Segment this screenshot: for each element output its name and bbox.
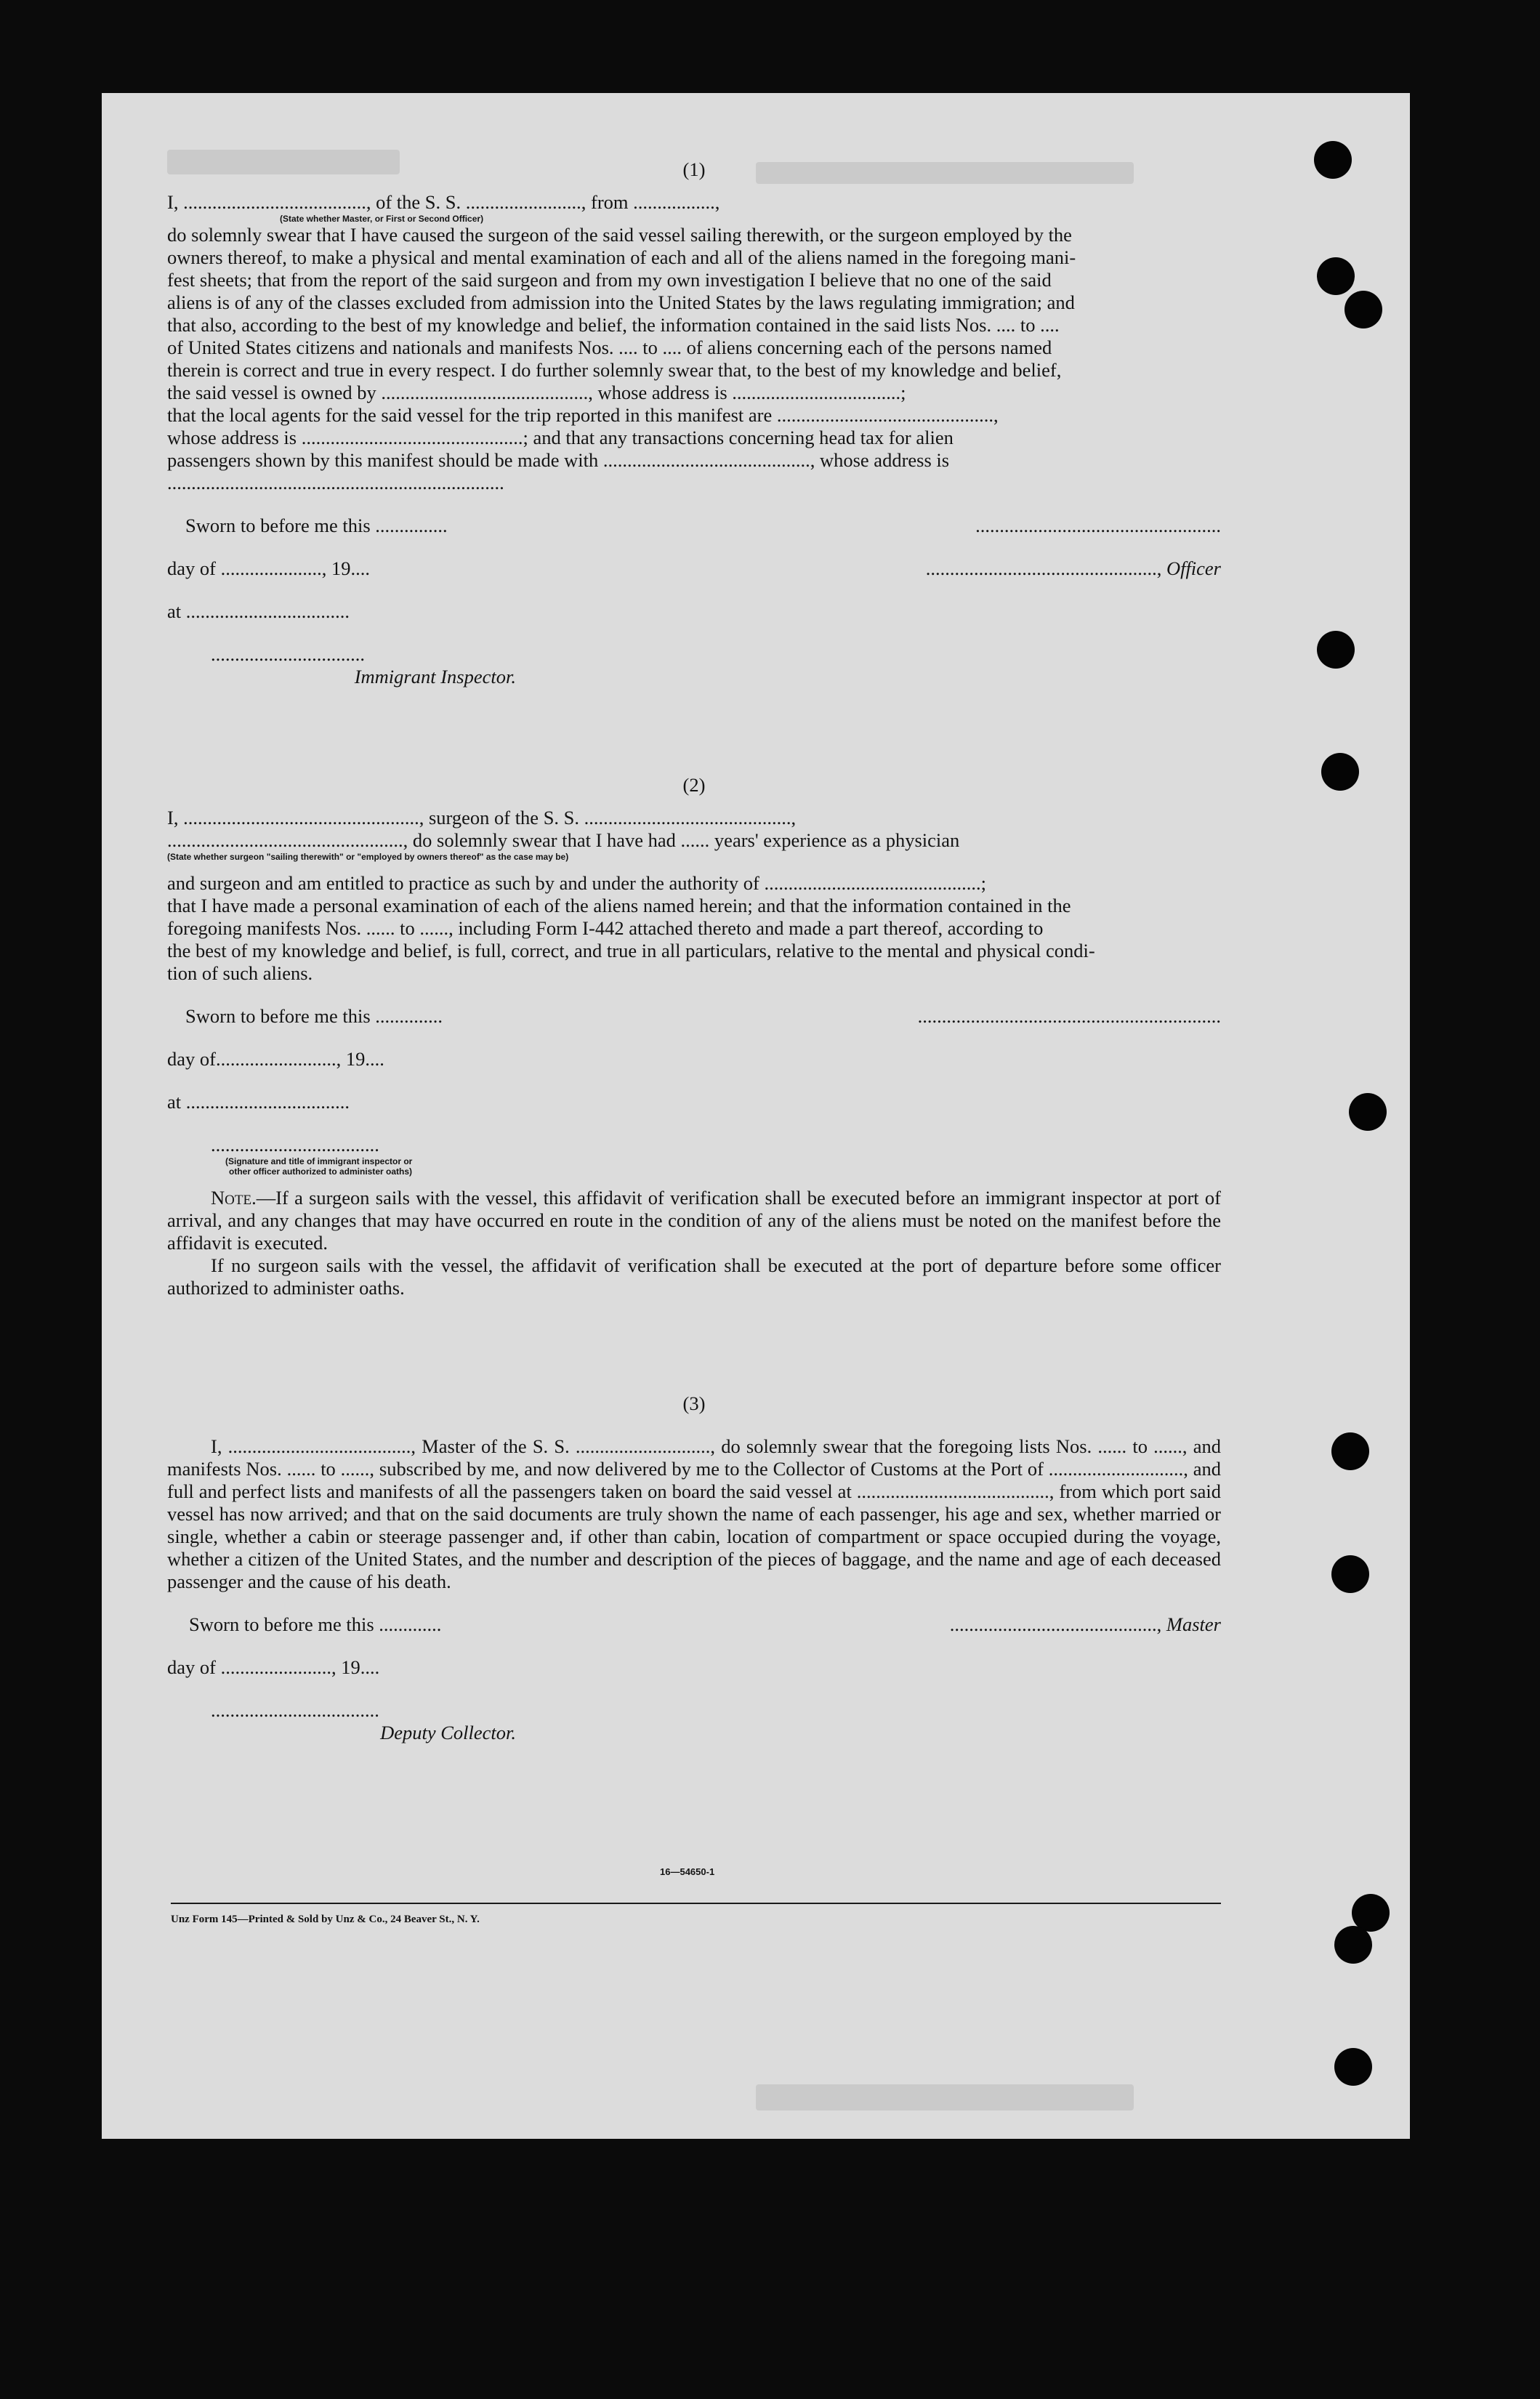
day-line: day of ......................., 19.... (167, 1656, 380, 1678)
paragraph-text: I, ......................................, Master of the S. S. ............................, do solemnly swear that the foregoing lists Nos. ...... to ......, and manifests Nos. ...... to ......, subscribed by me, and now delivered by me to the Collector of Customs at the Port of ............................, and full and perfect lists and manifests of all the passengers taken on board the said vessel at ........................................, from which port said vessel has now arrived; and that on the said documents are truly shown the name of each passenger, his age and sex, whether married or single, whether a cabin or steerage passenger and, if other than cabin, location of compartment or space occupied during the voyage, whether a citizen of the United States, and the number and description of the pieces of baggage, and the name and age of each deceased passenger and the cause of his death. (167, 1435, 1221, 1592)
collector-label: Deputy Collector. (380, 1722, 516, 1743)
section2-line: ................................................., do solemnly swear that I have had ...... years' experience as a physician (167, 829, 960, 851)
paragraph-line: that also, according to the best of my knowledge and belief, the information contained in the said lists Nos. .... to .... (167, 314, 1060, 336)
punch-hole (1345, 291, 1382, 328)
section2-sworn-row (167, 1005, 1221, 1028)
footer-rule (171, 1903, 1221, 1904)
section1-paragraph (167, 224, 1221, 494)
paragraph-line: do solemnly swear that I have caused the surgeon of the said vessel sailing therewith, or the surgeon employed by the (167, 224, 1072, 246)
master-label: Master (1166, 1613, 1221, 1635)
punch-hole (1331, 1432, 1369, 1470)
section3-paragraph (167, 1435, 1221, 1593)
note-paragraph (167, 1187, 1221, 1254)
punch-hole (1334, 1926, 1372, 1964)
signature-caption: other officer authorized to administer oaths) (229, 1166, 413, 1177)
paragraph-line: passengers shown by this manifest should be made with ..........................................., whose address is (167, 449, 950, 471)
note-block (167, 1187, 1221, 1299)
sworn-line: Sworn to before me this ............. (189, 1613, 442, 1635)
section-number: (3) (682, 1392, 706, 1414)
section1-caption: (State whether Master, or First or Second Officer) (280, 214, 484, 224)
paragraph-line: that the local agents for the said vessel for the trip reported in this manifest are ............................................., (167, 404, 999, 426)
paragraph-line: fest sheets; that from the report of the said surgeon and from my own investigation I believe that no one of the said (167, 269, 1052, 291)
paragraph-line: aliens is of any of the classes excluded from admission into the United States by the laws regulating immigration; and (167, 291, 1075, 313)
section2-paragraph (167, 872, 1221, 985)
inspector-label: Immigrant Inspector. (354, 666, 516, 688)
inspector-signature-line: ................................... (211, 1134, 379, 1156)
at-line: at .................................. (167, 1091, 350, 1113)
paragraph-line: whose address is ..............................................; and that any transactions concerning head tax for alien (167, 427, 954, 448)
section1-day-row (167, 557, 1221, 580)
punch-hole (1334, 2048, 1372, 2086)
master-signature (749, 1613, 1221, 1636)
officer-dots: ................................................, (925, 557, 1166, 579)
officer-label: Officer (1166, 557, 1221, 579)
signature-caption: (Signature and title of immigrant inspector or (225, 1156, 413, 1166)
paragraph-line: the best of my knowledge and belief, is full, correct, and true in all particulars, relative to the mental and physical condi- (167, 940, 1095, 961)
document-body (167, 158, 1221, 1744)
paragraph-line: owners thereof, to make a physical and mental examination of each and all of the aliens named in the foregoing mani- (167, 246, 1076, 268)
note-label: Note. (211, 1187, 257, 1209)
printer-footer: Unz Form 145—Printed & Sold by Unz & Co., 24 Beaver St., N. Y. (171, 1914, 480, 1925)
master-dots: ..........................................., (949, 1613, 1162, 1635)
faint-bleedthrough-mark (756, 2084, 1134, 2110)
inspector-signature-line: ................................ (211, 643, 365, 665)
officer-signature (749, 557, 1221, 580)
section-number: (1) (682, 158, 706, 180)
document-page (102, 93, 1410, 2139)
punch-hole (1317, 631, 1355, 669)
section1-sworn-row (167, 515, 1221, 537)
sworn-line: Sworn to before me this .............. (185, 1005, 443, 1027)
section2-line: I, ................................................., surgeon of the S. S. ..........................................., (167, 807, 797, 828)
punch-hole (1321, 753, 1359, 791)
paragraph-line: the said vessel is owned by ..........................................., whose address is ...................................; (167, 382, 906, 403)
section2-caption: (State whether surgeon "sailing therewith" or "employed by owners thereof" as the case may be) (167, 852, 569, 862)
punch-hole (1349, 1093, 1387, 1131)
day-line: day of ....................., 19.... (167, 557, 370, 579)
section3-sworn-row (167, 1613, 1221, 1636)
paragraph-line: tion of such aliens. (167, 962, 313, 984)
note-paragraph: If no surgeon sails with the vessel, the affidavit of verification shall be executed at the port of departure before some officer authorized to administer oaths. (167, 1254, 1221, 1299)
form-code: 16—54650-1 (660, 1866, 715, 1877)
paragraph-line: ...................................................................... (167, 472, 504, 493)
punch-hole (1331, 1555, 1369, 1593)
collector-signature-line: ................................... (211, 1699, 379, 1721)
section-number: (2) (682, 774, 706, 796)
signature-line: ................................................... (975, 515, 1221, 536)
punch-hole (1317, 257, 1355, 295)
sworn-line: Sworn to before me this ............... (185, 515, 448, 536)
note-text: —If a surgeon sails with the vessel, this affidavit of verification shall be executed before an immigrant inspector at port of arrival, and any changes that may have occurred en route in the condition of any of the aliens must be noted on the manifest before the affidavit is executed. (167, 1187, 1221, 1254)
paragraph-line: foregoing manifests Nos. ...... to ......, including Form I-442 attached thereto and made a part thereof, according to (167, 917, 1044, 939)
paragraph-line: and surgeon and am entitled to practice as such by and under the authority of .............................................; (167, 872, 986, 894)
paragraph-line: of United States citizens and nationals and manifests Nos. .... to .... of aliens concerning each of the persons named (167, 336, 1052, 358)
paragraph-line: that I have made a personal examination of each of the aliens named herein; and that the information contained in the (167, 895, 1071, 916)
at-line: at .................................. (167, 600, 350, 622)
day-line: day of........................., 19.... (167, 1048, 384, 1070)
surgeon-signature-line: ............................................................... (917, 1005, 1221, 1027)
punch-hole (1314, 141, 1352, 179)
section1-line: I, ......................................, of the S. S. ........................, from ................., (167, 191, 720, 213)
paragraph-line: therein is correct and true in every respect. I do further solemnly swear that, to the best of my knowledge and belief, (167, 359, 1062, 381)
